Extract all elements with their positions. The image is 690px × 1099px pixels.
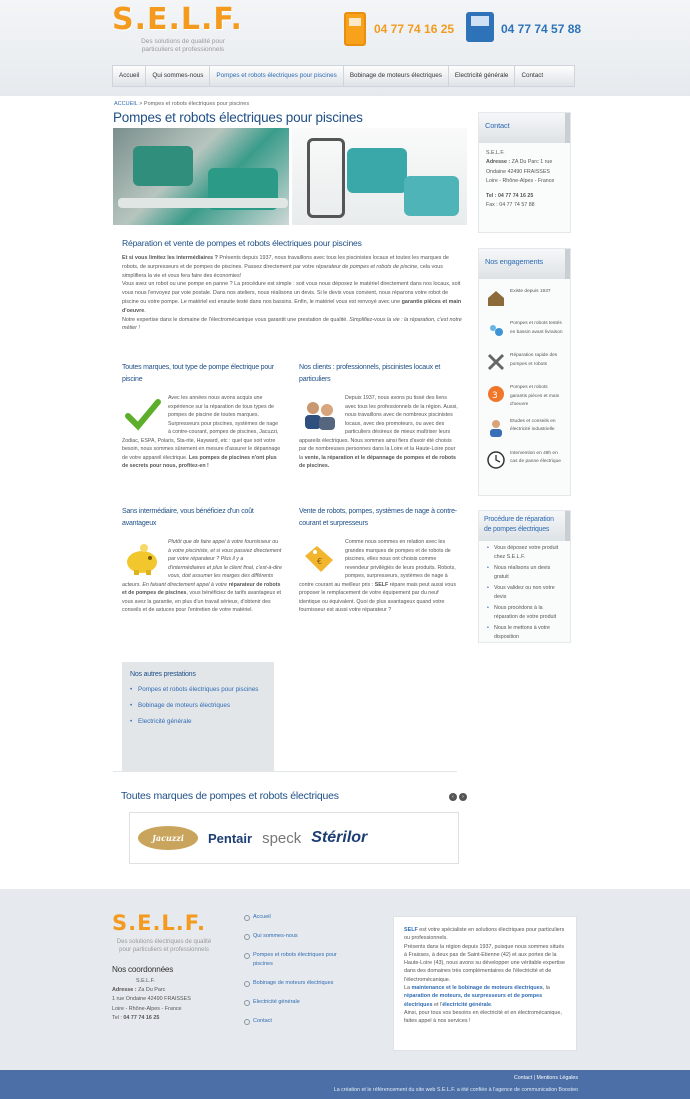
- col-bold: réparateur de robots et de pompes de piscines: [122, 581, 281, 596]
- nav-pompes-robots[interactable]: Pompes et robots électriques pour piscines: [210, 66, 343, 86]
- brand-logo[interactable]: speck: [262, 829, 302, 847]
- footer-coordinates: [112, 977, 191, 1023]
- intro-p1: Présents depuis 1937, nous travaillons avec tous les piscinistes locaux et toutes les marques de robots, de surpresseurs et de pompes de piscines. Passez directement par votre: [122, 255, 449, 270]
- procedure-step: • Vous validez ou non votre devis: [486, 584, 563, 602]
- main-nav: [112, 65, 575, 87]
- contact-address: [486, 158, 563, 186]
- col-vente: [299, 506, 459, 615]
- procedure-box: [478, 510, 571, 643]
- engagement-text: Intervention en 48h en cas de panne électrique: [510, 450, 561, 465]
- contact-title: Contact: [479, 113, 570, 143]
- intro-p2: Vous avez un robot ou une pompe en panne ? La procédure est simple : soit vous nous déposez le matériel directement dans nos locaux, soit vous nous l'envoyez par voie postale. Dans nos ateliers, nous réalisons un devis. Si le devis vous convient, nous réparons votre robot de piscine ou votre pompe. Le matériel est ensuite testé dans nos bassins. Enfin, le matériel vous est renvoyé avec une: [122, 281, 461, 305]
- procedure-title: Procédure de réparation de pompes électriques: [479, 511, 570, 541]
- piggy-bank-icon: [122, 542, 162, 576]
- intro-p3: Notre expertise dans le domaine de l'électromécanique vous garantit une prestation de qualité.: [122, 316, 350, 323]
- about-self: SELF: [404, 927, 418, 933]
- nav-contact[interactable]: Contact: [521, 72, 544, 79]
- footer-addr-label: Adresse :: [112, 987, 137, 994]
- breadcrumb-sep: >: [137, 101, 144, 107]
- fax-icon: [466, 12, 494, 42]
- brand-logo[interactable]: Stérilor: [311, 829, 368, 846]
- about-3-pre: La: [404, 985, 412, 992]
- intro-text: [122, 254, 466, 333]
- col-text: Comme nous sommes en relation avec les grandes marques de pompes et de robots de piscines, elles nous ont choisis comme revendeur privilégiés de leurs produits. Robots, pompes, surpresseurs, systèmes de nage à contre courant au meilleur prix :: [299, 539, 456, 588]
- divider: [113, 771, 457, 772]
- clock-icon: [486, 450, 506, 470]
- col-title: Nos clients : professionnels, piscinistes locaux et particuliers: [299, 364, 441, 383]
- footer-addr1: Za Du Parc: [138, 987, 166, 994]
- contact-tel: Tel : 04 77 74 16 25: [486, 192, 534, 199]
- autres-link[interactable]: • Electricité générale: [130, 718, 266, 726]
- intro-title: Réparation et vente de pompes et robots électriques pour piscines: [122, 238, 362, 248]
- footer-link[interactable]: Qui sommes-nous: [244, 932, 354, 940]
- brand-logo[interactable]: Jacuzzi: [138, 826, 198, 850]
- autres-link[interactable]: • Pompes et robots électriques pour piscines: [130, 686, 266, 694]
- hero-images: [113, 128, 467, 225]
- footer-name: S.E.L.F.: [136, 978, 155, 984]
- footer-addr3: Loire - Rhône-Alpes - France: [112, 1005, 182, 1012]
- contact-box: [478, 112, 571, 233]
- marques-title: Toutes marques de pompes et robots électriques: [121, 790, 339, 802]
- footer-link[interactable]: Accueil: [244, 913, 354, 921]
- contact-fax: Fax : 04 77 74 57 88: [486, 202, 535, 209]
- footer-link[interactable]: Electricité générale: [244, 998, 354, 1006]
- header: [0, 0, 690, 96]
- footer-addr2: 1 rue Ondaine 42490 FRAISSES: [112, 996, 191, 1003]
- footer-about: [393, 916, 577, 1051]
- page-title: Pompes et robots électriques pour piscines: [113, 110, 363, 125]
- tools-icon: [486, 352, 506, 372]
- col-title: Toutes marques, tout type de pompe électrique pour piscine: [122, 364, 274, 383]
- breadcrumb-current: Pompes et robots électriques pour piscines: [143, 101, 250, 107]
- engagement-text: Existe depuis 1937: [510, 289, 551, 294]
- carousel-arrows: [449, 793, 467, 801]
- autres-prestations: [122, 662, 274, 772]
- about-3-m2: et l': [432, 1001, 443, 1008]
- about-1: est votre spécialiste en solutions électriques pour particuliers ou professionnels.: [404, 927, 565, 942]
- col-title: Vente de robots, pompes, systèmes de nage à contre-courant et surpresseurs: [299, 508, 457, 527]
- phone-icon: [344, 12, 366, 46]
- procedure-step: • Nous procédons à la réparation de votre produit: [486, 604, 563, 622]
- intro-p1-em: réparateur de pompes et robots de piscine: [315, 263, 418, 270]
- procedure-step: • Vous déposez votre produit chez S.E.L.F.: [486, 544, 563, 562]
- breadcrumb-home[interactable]: ACCUEIL: [114, 101, 138, 107]
- engagement-item: [486, 384, 563, 410]
- next-arrow-icon[interactable]: ›: [459, 793, 467, 801]
- pump-photo: [113, 128, 289, 225]
- nav-electricite[interactable]: Electricité générale: [449, 66, 516, 86]
- bottom-bar: [0, 1070, 690, 1099]
- footer-link[interactable]: Pompes et robots électriques pour piscines: [244, 951, 354, 967]
- col-bold: Les pompes de piscines n'ont plus de secrets pour nous, profitez-en !: [122, 454, 277, 469]
- engagements-box: [478, 248, 571, 496]
- col-bold: vente, la réparation et le dépannage de pompes et de robots de piscines.: [299, 454, 456, 469]
- autres-link[interactable]: • Bobinage de moteurs électriques: [130, 702, 266, 710]
- engagement-text: Etudes et conseils en électricité industrielle: [510, 418, 556, 433]
- footer-link[interactable]: Contact: [244, 1017, 354, 1025]
- breadcrumb: [114, 101, 249, 107]
- bottom-credit[interactable]: La création et le référencement du site web S.E.L.F. a été confiée à l'agence de communication Boosteo: [333, 1087, 578, 1093]
- svg-text:3: 3: [492, 391, 498, 401]
- checkmark-icon: [122, 398, 162, 432]
- about-3-end: .: [491, 1001, 493, 1008]
- nav-accueil[interactable]: Accueil: [113, 66, 146, 86]
- nav-bobinage[interactable]: Bobinage de moteurs électriques: [344, 66, 449, 86]
- engagement-item: [486, 418, 563, 442]
- intro-p2-bold: garantie pièces et main d'oeuvre: [122, 298, 462, 314]
- col-nos-clients: [299, 362, 459, 471]
- intro-p1-end: , cela vous simplifiera la vie et vous fera faire des économies!: [122, 263, 443, 279]
- header-phone: 04 77 74 16 25: [374, 22, 455, 36]
- contact-address-value: ZA Du Parc 1 rue Ondaine 42490 FRAISSES Loire - Rhône-Alpes - France: [486, 159, 555, 185]
- intro-p1-bold: Et si vous limitez les intermédiaires ?: [122, 255, 218, 261]
- autres-title: Nos autres prestations: [130, 671, 196, 678]
- site-logo[interactable]: S.E.L.F.: [112, 2, 243, 37]
- col-bold: SELF: [374, 581, 389, 588]
- footer-tel-label: Tel :: [112, 1014, 122, 1021]
- engagement-item: [486, 450, 563, 474]
- col-text-2: , vous bénéficiez de tarifs avantageux et vous avez la garantie, en plus d'un travail sérieux, d'obtenir des conseils et de astuces pour l'entretien de votre matériel.: [122, 590, 281, 613]
- svg-text:€: €: [317, 557, 323, 566]
- footer-tagline: Des solutions électriques de qualité pour particuliers et professionnels: [116, 939, 212, 953]
- intro-section: [122, 238, 466, 333]
- engagements-title: Nos engagements: [479, 249, 570, 279]
- col-sans-intermediaire: [122, 506, 282, 615]
- footer-link[interactable]: Bobinage de moteurs électriques: [244, 979, 354, 987]
- contact-name: S.E.L.F.: [486, 150, 505, 156]
- about-4: Ainsi, pour tous vos besoins en électricité et en électromécanique, faites appel à nos services !: [404, 1009, 562, 1025]
- procedure-step: • Nous réalisons un devis gratuit: [486, 564, 563, 582]
- prev-arrow-icon[interactable]: ‹: [449, 793, 457, 801]
- clients-icon: [299, 398, 339, 432]
- about-2: Présents dans la région depuis 1937, puisque nous sommes situés à Fraisses, à deux pas de Saint-Etienne (42) et aux portes de la Haute-Loire (43), nous avons su développer une véritable expertise dans des domaines très complémentaires de l'électricité et de l'électromécanique.: [404, 943, 565, 983]
- engagement-text: Pompes et robots garantis pièces et main d'oeuvre: [510, 385, 560, 408]
- engagement-item: [486, 352, 563, 376]
- nav-qui-sommes-nous[interactable]: Qui sommes-nous: [146, 66, 210, 86]
- engagement-text: Réparation rapide des pompes et robots: [510, 353, 558, 367]
- header-fax: 04 77 74 57 88: [501, 22, 582, 36]
- footer-logo[interactable]: S.E.L.F.: [112, 911, 207, 935]
- robot-photo: [292, 128, 468, 225]
- col-toutes-marques: [122, 362, 282, 471]
- price-tag-icon: [299, 542, 339, 576]
- contact-address-label: Adresse :: [486, 159, 511, 166]
- footer-links: [244, 913, 354, 1036]
- main-content: [0, 96, 690, 889]
- brands-carousel: [129, 812, 459, 864]
- intro-p3-em: Simplifiez-vous la vie : la réparation, c'est notre métier !: [122, 316, 462, 332]
- footer-tel: 04 77 74 16 25: [123, 1014, 160, 1021]
- about-3-b1: maintenance et le bobinage de moteurs électriques: [411, 985, 543, 992]
- col-text: Plutôt que de faire appel à votre fournisseur ou à votre pisciniste, et si vous passiez directement par votre réparateur ? Plus il y a d'intermédiaires et plus le client final, c'est-à-dire vous, doit assumer les marges des différents acteurs. En faisant directement appel à votre: [122, 539, 282, 588]
- guarantee-icon: [486, 384, 506, 404]
- footer: [0, 889, 690, 1070]
- engagement-item: [486, 288, 563, 312]
- col-text: Depuis 1937, nous avons pu tissé des liens avec tous les professionnels de la région. Aussi, nous travaillons avec de nombreux piscinistes locaux, avec des promoteurs, ou avec des particuliers désireux de mieux maîtriser leurs appareils électriques. Nous sommes ainsi fiers d'avoir été choisis par de nombreuses personnes dans la Loire et la Haute-Loire pour la: [299, 395, 458, 461]
- engagement-text: Pompes et robots testés en bassin avant livraison: [510, 321, 563, 335]
- intro-p2-end: .: [144, 307, 146, 314]
- site-tagline: Des solutions de qualité pour particuliers et professionnels: [141, 38, 225, 53]
- brand-logo[interactable]: Pentair: [208, 830, 253, 846]
- about-3-m: , la: [542, 985, 550, 992]
- engagement-item: [486, 320, 563, 344]
- water-splash-icon: [486, 320, 506, 340]
- house-icon: [486, 288, 506, 308]
- about-3-b2: réparation de moteurs, de surpresseurs et de pompes électriques: [404, 993, 543, 1008]
- col-title: Sans intermédiaire, vous bénéficiez d'un coût avantageux: [122, 508, 254, 527]
- footer-coord-title: Nos coordonnées: [112, 965, 174, 974]
- about-3-b3: électricité générale: [442, 1001, 492, 1008]
- col-text: Avec les années nous avons acquis une expérience sur la réparation de tous types de pompes de piscine de toutes marques. Surpresseurs pour piscines, systèmes de nage à contre-courant, pompes de piscines, Jacuzzi, Zodiac, ESPA, Polaris, Sta-rite, Hayward, etc : quel que soit votre besoin, nous sommes sûrement en mesure d'assurer le dépannage de votre appareil électrique.: [122, 395, 281, 461]
- col-text-2: répare mais peut aussi vous proposer le remplacement de votre équipement par du neuf identique ou équivalent. Quoi de plus avantageux quand votre fournisseur est aussi votre réparateur ?: [299, 581, 456, 613]
- bottom-links[interactable]: Contact | Mentions Légales: [513, 1075, 578, 1081]
- engineer-icon: [486, 418, 506, 438]
- procedure-step: • Nous le mettons à votre disposition: [486, 624, 563, 642]
